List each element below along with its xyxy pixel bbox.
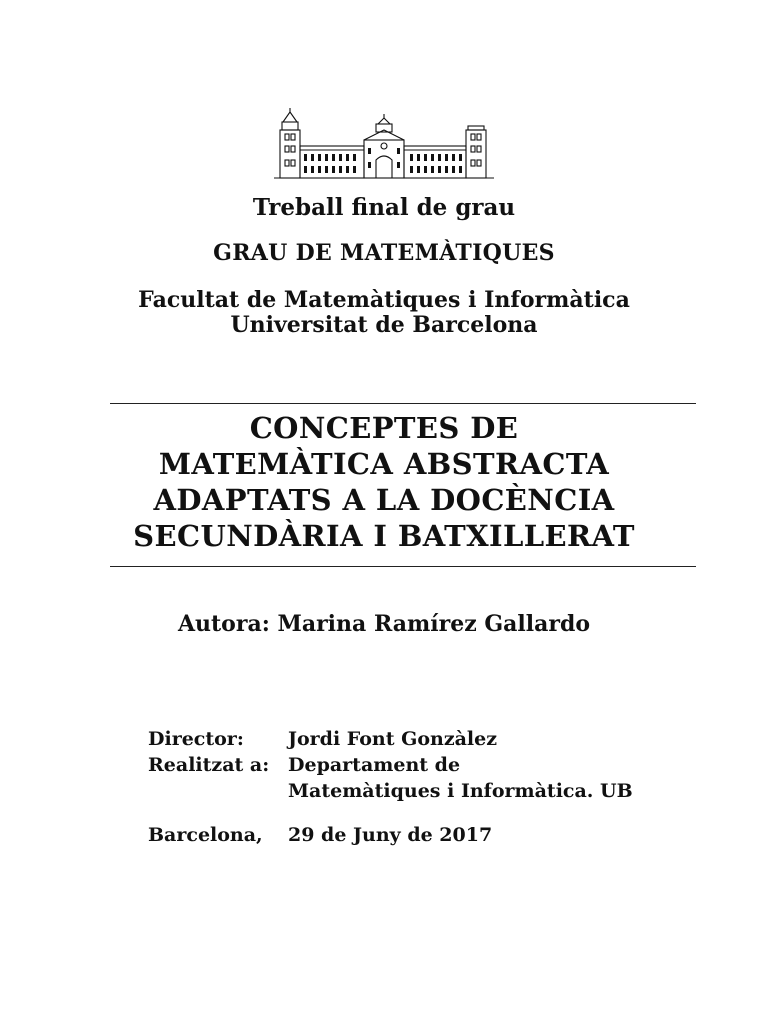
institution-block xyxy=(0,288,768,338)
done-at-label: Realitzat a: xyxy=(148,754,270,776)
date-value: 29 de Juny de 2017 xyxy=(288,824,493,846)
university-building-icon xyxy=(272,108,496,184)
title-line-3: ADAPTATS A LA DOCÈNCIA xyxy=(153,483,615,517)
thesis-title xyxy=(0,410,768,554)
university-name: Universitat de Barcelona xyxy=(230,312,538,338)
degree-name: GRAU DE MATEMÀTIQUES xyxy=(213,240,555,266)
done-at-line-1: Departament de xyxy=(288,754,461,776)
director-value: Jordi Font Gonzàlez xyxy=(288,728,498,750)
thesis-details xyxy=(148,726,633,848)
work-type-label: Treball final de grau xyxy=(252,194,516,221)
title-bottom-rule xyxy=(110,566,696,567)
director-row xyxy=(148,726,633,752)
title-line-2: MATEMÀTICA ABSTRACTA xyxy=(158,447,610,481)
done-at-row xyxy=(148,752,633,804)
done-at-value xyxy=(288,752,633,804)
place-label: Barcelona, xyxy=(148,824,263,846)
director-label: Director: xyxy=(148,728,244,750)
faculty-name: Facultat de Matemàtiques i Informàtica xyxy=(138,287,630,313)
author-line: Autora: Marina Ramírez Gallardo xyxy=(177,611,591,637)
title-line-1: CONCEPTES DE xyxy=(249,411,519,445)
title-line-4: SECUNDÀRIA I BATXILLERAT xyxy=(133,519,635,553)
title-top-rule xyxy=(110,403,696,404)
done-at-line-2: Matemàtiques i Informàtica. UB xyxy=(288,780,633,802)
date-row xyxy=(148,822,633,848)
details-spacer xyxy=(148,804,633,822)
